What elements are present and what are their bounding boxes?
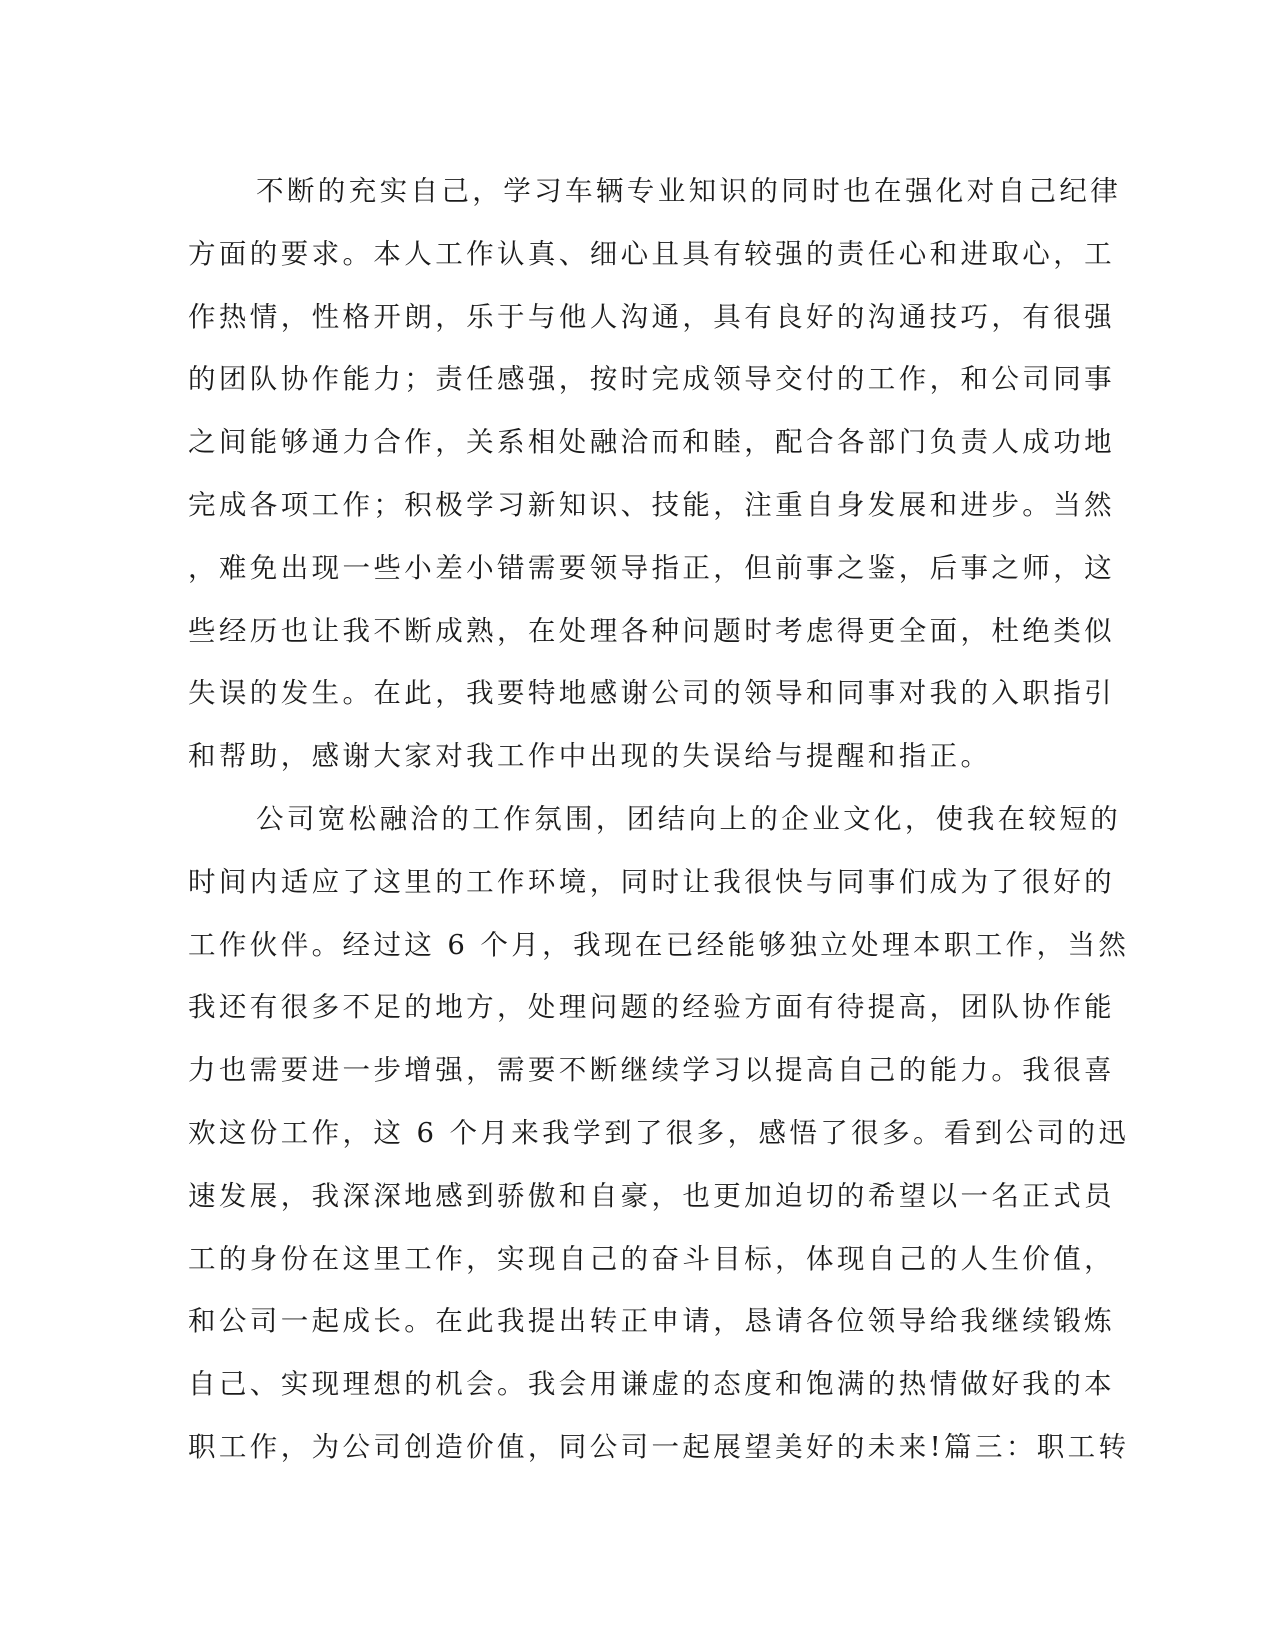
text-line: 欢这份工作，这 6 个月来我学到了很多，感悟了很多。看到公司的迅: [188, 1116, 1130, 1149]
text-line: 作热情，性格开朗，乐于与他人沟通，具有良好的沟通技巧，有很强: [188, 300, 1115, 333]
text-line: 力也需要进一步增强，需要不断继续学习以提高自己的能力。我很喜: [188, 1054, 1115, 1087]
text-line: ，难免出现一些小差小错需要领导指正，但前事之鉴，后事之师，这: [188, 551, 1115, 584]
text-line: 自己、实现理想的机会。我会用谦虚的态度和饱满的热情做好我的本: [188, 1368, 1115, 1401]
text-line: 时间内适应了这里的工作环境，同时让我很快与同事们成为了很好的: [188, 865, 1115, 898]
text-line: 我还有很多不足的地方，处理问题的经验方面有待提高，团队协作能: [188, 991, 1115, 1024]
text-line: 方面的要求。本人工作认真、细心且具有较强的责任心和进取心，工: [188, 237, 1115, 270]
text-line: 些经历也让我不断成熟，在处理各种问题时考虑得更全面，杜绝类似: [188, 614, 1115, 647]
body-text: [188, 160, 1130, 1479]
text-line: 的团队协作能力；责任感强，按时完成领导交付的工作，和公司同事: [188, 363, 1115, 396]
text-line: 工作伙伴。经过这 6 个月，我现在已经能够独立处理本职工作，当然: [188, 928, 1130, 961]
text-line: 和帮助，感谢大家对我工作中出现的失误给与提醒和指正。: [188, 740, 992, 773]
text-line: 完成各项工作；积极学习新知识、技能，注重自身发展和进步。当然: [188, 488, 1115, 521]
text-line: 和公司一起成长。在此我提出转正申请，恳请各位领导给我继续锻炼: [188, 1305, 1115, 1338]
text-line: 职工作，为公司创造价值，同公司一起展望美好的未来!篇三：职工转: [188, 1430, 1130, 1463]
text-line: 公司宽松融洽的工作氛围，团结向上的企业文化，使我在较短的: [256, 802, 1122, 835]
text-line: 工的身份在这里工作，实现自己的奋斗目标，体现自己的人生价值，: [188, 1242, 1115, 1275]
text-line: 速发展，我深深地感到骄傲和自豪，也更加迫切的希望以一名正式员: [188, 1179, 1115, 1212]
text-line: 之间能够通力合作，关系相处融洽而和睦，配合各部门负责人成功地: [188, 426, 1115, 459]
text-line: 不断的充实自己，学习车辆专业知识的同时也在强化对自己纪律: [256, 175, 1122, 207]
text-line: 失误的发生。在此，我要特地感谢公司的领导和同事对我的入职指引: [188, 677, 1115, 710]
